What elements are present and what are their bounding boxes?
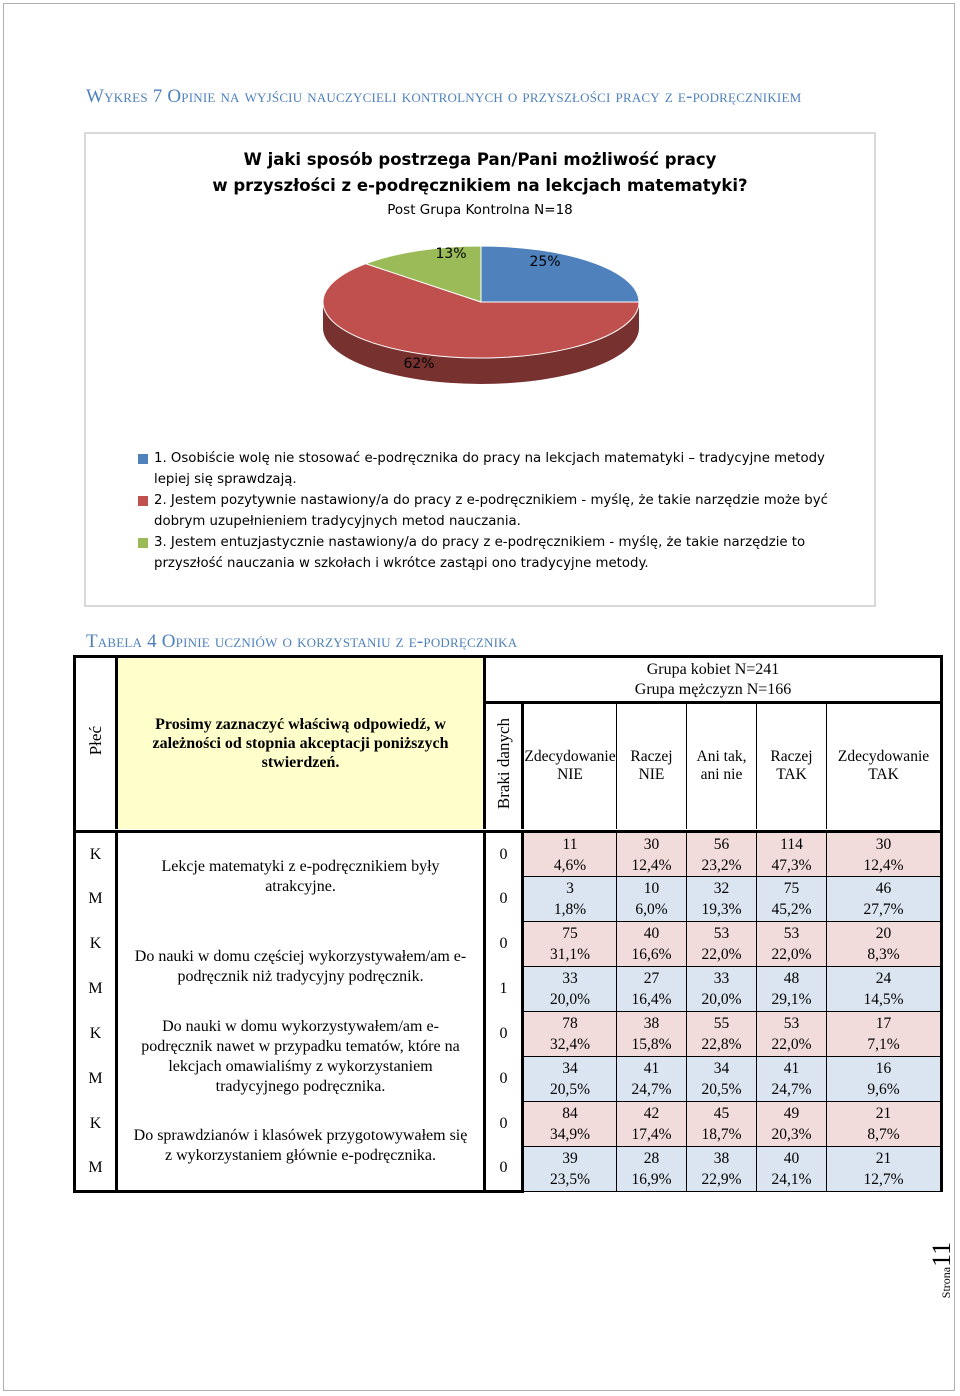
- value-cell: [757, 1012, 827, 1057]
- sex-header-cell: [75, 657, 117, 829]
- percent-value: 6,0%: [635, 901, 668, 918]
- value-cell: [617, 1012, 687, 1057]
- missing-cell: 0: [485, 1057, 523, 1102]
- legend-swatch-2: [138, 496, 148, 506]
- value-cell: [687, 877, 757, 922]
- count-value: 114: [780, 835, 803, 853]
- value-cell: [617, 967, 687, 1012]
- count-value: 28: [643, 1150, 660, 1167]
- question-text: Do nauki w domu częściej wykorzystywałem/am e-podręcznik niż tradycyjny podręcznik.: [117, 922, 485, 1012]
- missing-header-cell: [485, 703, 523, 829]
- count-value: 78: [562, 1015, 578, 1032]
- percent-value: 22,8%: [701, 1036, 742, 1053]
- survey-table: [73, 655, 943, 1193]
- count-value: 30: [875, 835, 892, 853]
- missing-cell: 0: [485, 877, 523, 922]
- count-value: 38: [643, 1015, 660, 1032]
- percent-value: 16,9%: [631, 1171, 672, 1188]
- percent-value: 8,7%: [867, 1126, 900, 1143]
- sex-cell: M: [75, 1057, 117, 1102]
- legend-text-2: 2. Jestem pozytywnie nastawiony/a do pracy z e-podręcznikiem - myślę, że takie narzędzie może być dobrym uzupełnieniem tradycyjnych metod nauczania.: [154, 493, 828, 529]
- count-value: 56: [713, 835, 730, 853]
- value-cell: [757, 832, 827, 877]
- percent-value: 20,0%: [549, 991, 591, 1008]
- count-value: 53: [783, 1015, 800, 1032]
- chart-title-line1: W jaki sposób postrzega Pan/Pani możliwość pracy: [243, 150, 717, 169]
- count-value: 75: [562, 925, 578, 942]
- count-value: 46: [875, 880, 892, 897]
- sex-cell: M: [75, 1147, 117, 1192]
- count-value: 53: [713, 925, 730, 942]
- percent-value: 12,7%: [863, 1171, 904, 1188]
- question-text: Do nauki w domu wykorzystywałem/am e-podręcznik nawet w przypadku tematów, które na lekcjach omawialiśmy z wykorzystaniem tradycyjnego podręcznika.: [117, 1012, 485, 1102]
- count-value: 48: [783, 970, 800, 987]
- answer-header-3-l1: Ani tak,: [696, 748, 747, 766]
- group-line-2: Grupa mężczyzn N=166: [634, 680, 792, 698]
- percent-value: 27,7%: [863, 901, 904, 918]
- question-text: Do sprawdzianów i klasówek przygotowywałem się z wykorzystaniem głównie e-podręcznika.: [117, 1102, 485, 1192]
- percent-value: 16,6%: [631, 946, 672, 963]
- answer-header-2-l1: Raczej: [630, 748, 673, 766]
- answer-header-1: [523, 703, 617, 829]
- value-cell: [617, 922, 687, 967]
- count-value: 84: [562, 1105, 578, 1122]
- sex-cell: M: [75, 877, 117, 922]
- count-value: 39: [562, 1150, 578, 1167]
- group-line-1: Grupa kobiet N=241: [646, 660, 780, 678]
- percent-value: 24,7%: [631, 1081, 672, 1098]
- count-value: 75: [783, 880, 800, 897]
- value-cell: [617, 1057, 687, 1102]
- percent-value: 4,6%: [553, 856, 587, 874]
- count-value: 38: [713, 1150, 730, 1167]
- percent-value: 23,5%: [549, 1171, 591, 1188]
- value-cell: [617, 877, 687, 922]
- value-cell: [617, 1102, 687, 1147]
- count-value: 33: [713, 970, 730, 987]
- value-cell: [757, 967, 827, 1012]
- percent-value: 31,1%: [549, 946, 591, 963]
- count-value: 17: [875, 1015, 892, 1032]
- count-value: 41: [783, 1060, 800, 1077]
- value-cell: [687, 1057, 757, 1102]
- value-cell: [687, 922, 757, 967]
- value-cell: [827, 1147, 942, 1192]
- figure-caption: Wykres 7 Opinie na wyjściu nauczycieli kontrolnych o przyszłości pracy z e-podręcznikiem: [86, 86, 802, 107]
- value-cell: [523, 832, 617, 877]
- value-cell: [827, 1102, 942, 1147]
- percent-value: 19,3%: [701, 901, 742, 918]
- pie-slice-label-1: 25%: [529, 254, 561, 270]
- missing-cell: 0: [485, 1012, 523, 1057]
- value-cell: [523, 1147, 617, 1192]
- answer-header-5: [827, 703, 942, 829]
- count-value: 20: [875, 925, 892, 942]
- value-cell: [827, 967, 942, 1012]
- count-value: 30: [643, 835, 660, 853]
- count-value: 55: [713, 1015, 730, 1032]
- table-row: [75, 922, 942, 967]
- value-cell: [757, 922, 827, 967]
- value-cell: [827, 1057, 942, 1102]
- sex-cell: K: [75, 922, 117, 967]
- percent-value: 29,1%: [771, 991, 812, 1008]
- count-value: 11: [562, 835, 578, 853]
- value-cell: [687, 967, 757, 1012]
- answer-header-1-l2: NIE: [557, 766, 583, 784]
- value-cell: [757, 1057, 827, 1102]
- value-cell: [523, 877, 617, 922]
- missing-cell: 0: [485, 1147, 523, 1192]
- percent-value: 14,5%: [863, 991, 904, 1008]
- value-cell: [687, 832, 757, 877]
- count-value: 24: [875, 970, 892, 987]
- answer-header-4-l1: Raczej: [770, 748, 813, 766]
- percent-value: 22,0%: [771, 1036, 812, 1053]
- value-cell: [523, 922, 617, 967]
- count-value: 10: [643, 880, 660, 897]
- count-value: 21: [875, 1150, 892, 1167]
- value-cell: [687, 1147, 757, 1192]
- value-cell: [523, 1057, 617, 1102]
- percent-value: 22,0%: [771, 946, 812, 963]
- page-label: Strona: [939, 1266, 953, 1299]
- percent-value: 20,0%: [701, 991, 742, 1008]
- legend-swatch-1: [138, 454, 148, 464]
- count-value: 53: [783, 925, 800, 942]
- question-text: Lekcje matematyki z e-podręcznikiem były atrakcyjne.: [117, 832, 485, 922]
- count-value: 27: [643, 970, 660, 987]
- legend-item-2: [138, 490, 838, 532]
- missing-cell: 0: [485, 1102, 523, 1147]
- count-value: 40: [783, 1150, 800, 1167]
- table-row: [75, 1102, 942, 1147]
- percent-value: 20,5%: [549, 1081, 591, 1098]
- legend-item-3: [138, 532, 838, 574]
- count-value: 41: [643, 1060, 660, 1077]
- sex-cell: M: [75, 967, 117, 1012]
- sex-cell: K: [75, 832, 117, 877]
- percent-value: 23,2%: [701, 856, 742, 874]
- question-header: Prosimy zaznaczyć właściwą odpowiedź, w zależności od stopnia akceptacji poniższych stwierdzeń.: [117, 657, 485, 829]
- missing-cell: 1: [485, 967, 523, 1012]
- answer-header-4: [757, 703, 827, 829]
- percent-value: 22,9%: [701, 1171, 742, 1188]
- count-value: 21: [875, 1105, 892, 1122]
- answer-header-1-l1: Zdecydowanie: [524, 748, 616, 766]
- answer-header-5-l2: TAK: [868, 766, 899, 784]
- percent-value: 34,9%: [549, 1126, 591, 1143]
- value-cell: [827, 922, 942, 967]
- legend-item-1: [138, 448, 838, 490]
- answer-header-3: [687, 703, 757, 829]
- table-row: [75, 1012, 942, 1057]
- answer-header-3-l2: ani nie: [700, 766, 743, 784]
- count-value: 34: [713, 1060, 730, 1077]
- percent-value: 7,1%: [867, 1036, 900, 1053]
- value-cell: [523, 1012, 617, 1057]
- value-cell: [827, 877, 942, 922]
- percent-value: 12,4%: [631, 856, 672, 874]
- percent-value: 24,1%: [771, 1171, 812, 1188]
- percent-value: 45,2%: [771, 901, 812, 918]
- percent-value: 20,5%: [701, 1081, 742, 1098]
- value-cell: [687, 1012, 757, 1057]
- missing-cell: 0: [485, 922, 523, 967]
- legend-swatch-3: [138, 538, 148, 548]
- value-cell: [617, 832, 687, 877]
- sex-header: Płeć: [85, 726, 105, 756]
- missing-cell: 0: [485, 832, 523, 877]
- percent-value: 15,8%: [631, 1036, 672, 1053]
- percent-value: 9,6%: [867, 1081, 900, 1098]
- answer-header-2: [617, 703, 687, 829]
- percent-value: 12,4%: [863, 856, 904, 874]
- count-value: 42: [643, 1105, 660, 1122]
- value-cell: [523, 967, 617, 1012]
- percent-value: 17,4%: [631, 1126, 672, 1143]
- percent-value: 24,7%: [771, 1081, 812, 1098]
- sex-cell: K: [75, 1102, 117, 1147]
- value-cell: [757, 877, 827, 922]
- percent-value: 47,3%: [771, 856, 812, 874]
- count-value: 33: [562, 970, 578, 987]
- value-cell: [687, 1102, 757, 1147]
- count-value: 16: [875, 1060, 892, 1077]
- legend-text-3: 3. Jestem entuzjastycznie nastawiony/a do pracy z e-podręcznikiem - myślę, że takie narzędzie to przyszłość nauczania w szkołach i wkrótce zastąpi ono tradycyjne metody.: [154, 535, 806, 571]
- percent-value: 18,7%: [701, 1126, 742, 1143]
- count-value: 3: [566, 880, 574, 897]
- percent-value: 8,3%: [867, 946, 900, 963]
- count-value: 45: [713, 1105, 730, 1122]
- value-cell: [827, 1012, 942, 1057]
- missing-header: Braki danych: [493, 718, 513, 810]
- count-value: 40: [643, 925, 660, 942]
- table-caption: Tabela 4 Opinie uczniów o korzystaniu z e-podręcznika: [86, 631, 518, 652]
- pie-slice-label-2: 62%: [403, 356, 435, 372]
- page-number-value: 11: [927, 1241, 956, 1267]
- count-value: 32: [713, 880, 730, 897]
- percent-value: 16,4%: [631, 991, 672, 1008]
- count-value: 34: [562, 1060, 578, 1077]
- legend-text-1: 1. Osobiście wolę nie stosować e-podręcznika do pracy na lekcjach matematyki – tradycyjne metody lepiej się sprawdzają.: [154, 451, 825, 487]
- percent-value: 22,0%: [701, 946, 742, 963]
- count-value: 49: [783, 1105, 800, 1122]
- value-cell: [757, 1147, 827, 1192]
- pie-slice-label-3: 13%: [435, 246, 467, 262]
- percent-value: 20,3%: [771, 1126, 812, 1143]
- chart-title-line2: w przyszłości z e-podręcznikiem na lekcjach matematyki?: [212, 176, 748, 195]
- value-cell: [523, 1102, 617, 1147]
- table-row: [75, 832, 942, 877]
- percent-value: 32,4%: [549, 1036, 591, 1053]
- chart-subtitle: Post Grupa Kontrolna N=18: [387, 202, 573, 218]
- value-cell: [827, 832, 942, 877]
- answer-header-4-l2: TAK: [776, 766, 807, 784]
- percent-value: 1,8%: [553, 901, 587, 918]
- value-cell: [757, 1102, 827, 1147]
- value-cell: [617, 1147, 687, 1192]
- answer-header-2-l2: NIE: [638, 766, 665, 784]
- answer-header-5-l1: Zdecydowanie: [837, 748, 930, 766]
- sex-cell: K: [75, 1012, 117, 1057]
- page-number: [928, 1230, 956, 1310]
- group-info: [485, 657, 942, 703]
- pie-chart-frame: [84, 132, 876, 607]
